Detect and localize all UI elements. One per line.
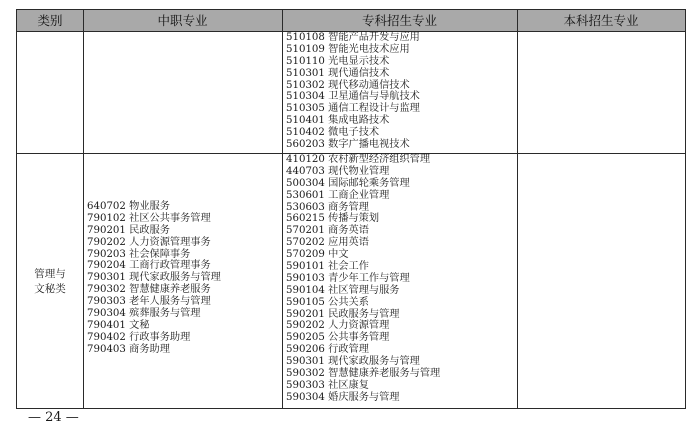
- list-item: 590201 民政服务与管理: [286, 308, 400, 320]
- row2-secondary-list: [87, 201, 221, 356]
- column-divider: [517, 10, 518, 408]
- list-item: 790201 民政服务: [87, 224, 170, 236]
- list-item: 510302 现代移动通信技术: [286, 79, 410, 91]
- column-divider: [83, 10, 84, 408]
- category-line: 文秘类: [34, 283, 66, 295]
- list-item: 510304 卫星通信与导航技术: [286, 91, 420, 103]
- header-undergraduate-major: 本科招生专业: [563, 13, 639, 28]
- list-item: 530603 商务管理: [286, 201, 369, 213]
- list-item: 510108 智能产品开发与应用: [286, 32, 420, 43]
- list-item: 590301 现代家政服务与管理: [286, 356, 420, 368]
- list-item: 790102 社区公共事务管理: [87, 212, 211, 224]
- list-item: 790403 商务助理: [87, 343, 170, 355]
- list-item: 590303 社区康复: [286, 379, 369, 391]
- list-item: 510305 通信工程设计与监理: [286, 103, 420, 115]
- row2-vocational-list: [286, 154, 440, 404]
- list-item: 570209 中文: [286, 249, 349, 261]
- header-category: 类别: [37, 13, 63, 28]
- list-item: 590101 社会工作: [286, 261, 369, 273]
- table-header: [17, 10, 685, 32]
- list-item: 590206 行政管理: [286, 344, 369, 356]
- list-item: 510110 光电显示技术: [286, 55, 390, 67]
- list-item: 790204 工商行政管理事务: [87, 260, 211, 272]
- row1-vocational-list: [286, 32, 420, 151]
- list-item: 510402 微电子技术: [286, 127, 380, 139]
- page-number: — 24 —: [28, 410, 79, 425]
- list-item: 410120 农村新型经济组织管理: [286, 154, 431, 165]
- list-item: 570201 商务英语: [286, 225, 369, 237]
- list-item: 510301 现代通信技术: [286, 67, 390, 79]
- list-item: 590202 人力资源管理: [286, 320, 390, 332]
- list-item: 790301 现代家政服务与管理: [87, 272, 221, 284]
- header-secondary-major: 中职专业: [157, 13, 208, 28]
- list-item: 790202 人力资源管理事务: [87, 236, 211, 248]
- column-divider: [282, 10, 283, 408]
- list-item: 790401 文秘: [87, 319, 150, 331]
- category-cell: [17, 267, 83, 297]
- category-line: 管理与: [34, 268, 66, 280]
- list-item: 790203 社会保障事务: [87, 248, 191, 260]
- majors-table: [16, 9, 686, 409]
- list-item: 530601 工商企业管理: [286, 189, 390, 201]
- list-item: 570202 应用英语: [286, 237, 369, 249]
- list-item: 560215 传播与策划: [286, 213, 380, 225]
- list-item: 500304 国际邮轮乘务管理: [286, 177, 410, 189]
- list-item: 510401 集成电路技术: [286, 115, 390, 127]
- list-item: 590304 婚庆服务与管理: [286, 391, 400, 403]
- list-item: 790302 智慧健康养老服务: [87, 284, 211, 296]
- list-item: 790303 老年人服务与管理: [87, 296, 211, 308]
- list-item: 790304 殡葬服务与管理: [87, 308, 201, 320]
- header-vocational-major: 专科招生专业: [361, 13, 437, 28]
- list-item: 510109 智能光电技术应用: [286, 43, 410, 55]
- list-item: 440703 现代物业管理: [286, 165, 390, 177]
- list-item: 590104 社区管理与服务: [286, 284, 400, 296]
- list-item: 590105 公共关系: [286, 296, 369, 308]
- list-item: 590103 青少年工作与管理: [286, 272, 410, 284]
- list-item: 590302 智慧健康养老服务与管理: [286, 368, 441, 380]
- list-item: 640702 物业服务: [87, 201, 170, 212]
- list-item: 790402 行政事务助理: [87, 331, 191, 343]
- list-item: 560203 数字广播电视技术: [286, 139, 410, 151]
- list-item: 590205 公共事务管理: [286, 332, 390, 344]
